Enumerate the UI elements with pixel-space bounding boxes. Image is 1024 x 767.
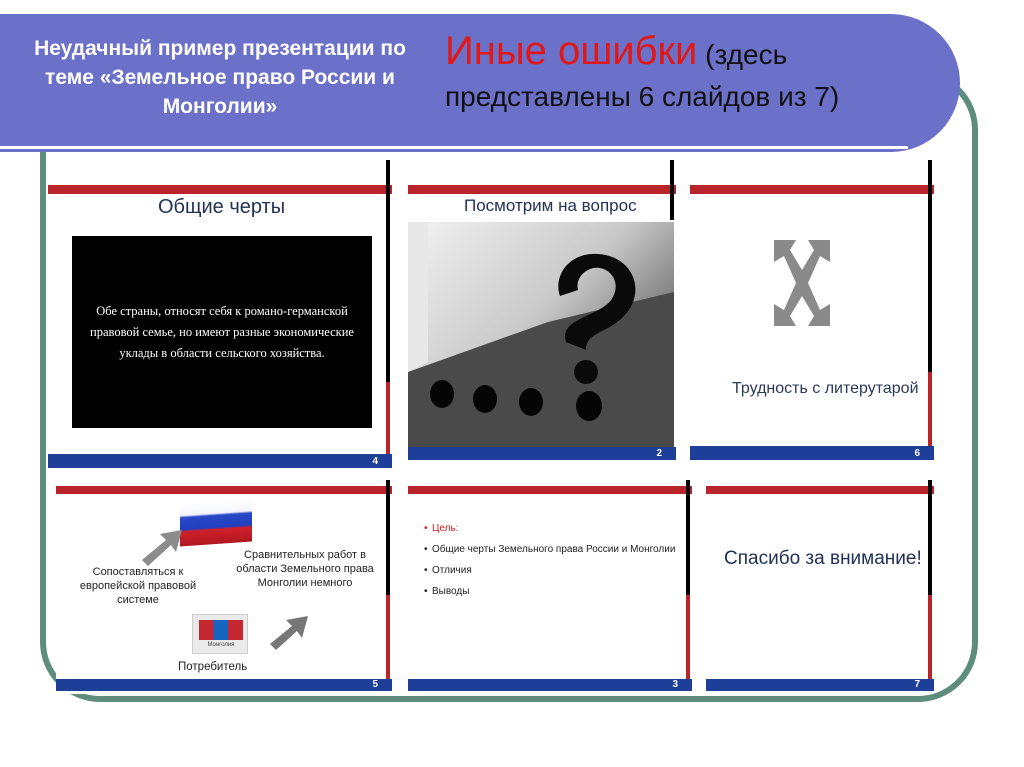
question-mark-photo (408, 222, 674, 448)
slide-number: 6 (914, 448, 920, 459)
slide-top-bar (408, 185, 676, 194)
slide-thumbnail-4 (48, 160, 392, 470)
list-item: • Отличия (424, 564, 684, 577)
title-rest: (здесь представлены 6 слайдов из 7) (445, 39, 840, 112)
arrow-up-right-icon (268, 614, 310, 650)
russia-flag-image (180, 497, 252, 546)
slide-top-bar (690, 185, 934, 194)
slide-number: 2 (656, 448, 662, 459)
flag-caption: Монголия (207, 642, 235, 648)
slide-thumbnail-6 (690, 160, 934, 460)
arrows-cross-icon (774, 240, 830, 326)
page-title (445, 30, 965, 118)
slide-thumbnail-7 (706, 480, 934, 694)
slide-bottom-bar (408, 679, 692, 691)
slide-side-bar (686, 480, 690, 595)
question-mark-icon (408, 222, 674, 448)
mongolia-flag-image (192, 614, 248, 654)
slide-top-bar (408, 486, 692, 494)
slide-number: 3 (672, 679, 678, 690)
slide-label-bottom: Потребитель (178, 661, 248, 673)
slide-bottom-bar (56, 679, 392, 691)
slide-thumbnail-5 (56, 480, 392, 694)
slide-text-box: Обе страны, относят себя к романо-германской правовой семье, но имеют разные экономические уклады в области сельского хозяйства. (72, 236, 372, 428)
slide-title: Общие черты (158, 196, 286, 218)
slide-bottom-bar (408, 447, 676, 460)
slide-side-bar (928, 372, 932, 446)
slide-side-bar (386, 160, 390, 382)
slide-top-bar (56, 486, 392, 494)
slide-label-right: Сравнительных работ в области Земельного права Монголии немного (236, 549, 374, 589)
slide-top-bar (706, 486, 934, 494)
slide-thumbnail-2 (408, 160, 676, 460)
slide-number: 5 (372, 679, 378, 690)
list-item: • Выводы (424, 585, 684, 598)
arrow-up-right-icon (140, 528, 184, 566)
slide-bottom-bar (48, 454, 392, 468)
slide-side-bar (928, 595, 932, 679)
list-item: • Цель: (424, 522, 684, 535)
slide-side-bar (686, 595, 690, 679)
mongolia-flag (199, 620, 243, 640)
slide-bottom-bar (706, 679, 934, 691)
slide-title: Трудность с литерутарой (732, 380, 919, 397)
slide-top-bar (48, 185, 392, 194)
slide-side-bar (928, 160, 932, 372)
slide-side-bar (670, 160, 674, 220)
slide-bottom-bar (690, 446, 934, 460)
header-subtitle: Неудачный пример презентации по теме «Земельное право России и Монголии» (34, 37, 406, 118)
slide-thumbnail-3 (408, 480, 692, 694)
list-item: • Общие черты Земельного права России и Монголии (424, 543, 684, 556)
slide-side-bar (386, 595, 390, 679)
slide-side-bar (386, 480, 390, 595)
slide-side-bar (386, 382, 390, 454)
header-divider (0, 146, 908, 149)
slide-number: 7 (914, 679, 920, 690)
header-banner (0, 14, 960, 152)
slide-number: 4 (372, 456, 378, 467)
title-highlight: Иные ошибки (445, 29, 698, 73)
slide-side-bar (928, 480, 932, 595)
slide-title: Посмотрим на вопрос (464, 196, 637, 215)
slide-title: Спасибо за внимание! (724, 548, 922, 569)
slide-label-left: Сопоставляться к европейской правовой системе (79, 566, 197, 606)
slide-bullet-list (424, 522, 684, 606)
